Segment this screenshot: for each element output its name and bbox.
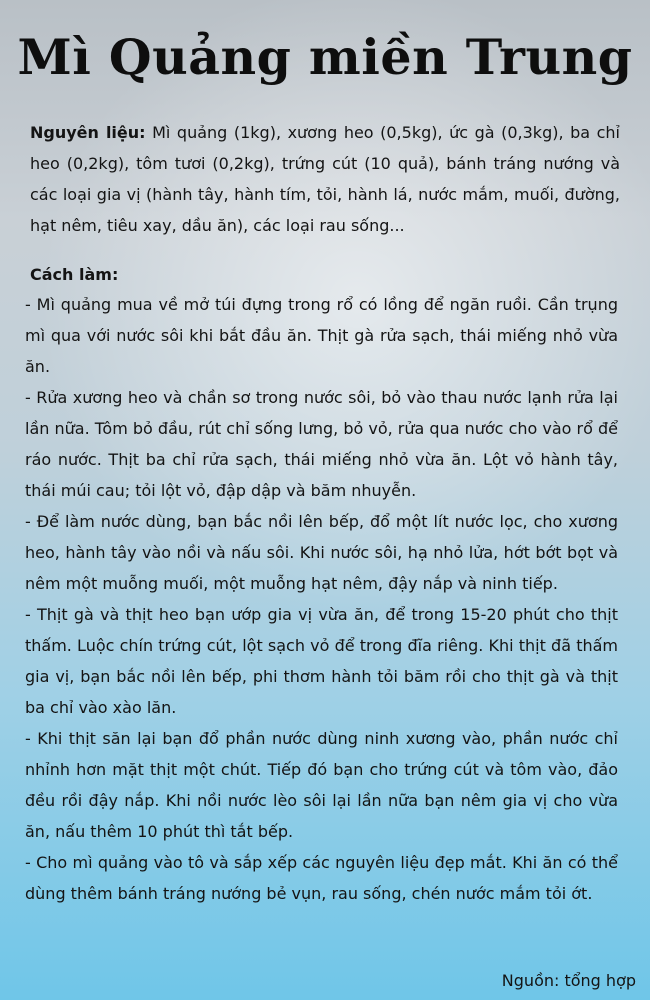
step-5: - Khi thịt săn lại bạn đổ phần nước dùng ninh xương vào, phần nước chỉ nhỉnh hơn mặt thịt một chút. Tiếp đó bạn cho trứng cút và tôm vào, đảo đều rồi đậy nắp. Khi nồi nước lèo sôi lại lần nữa bạn nêm gia vị cho vừa ăn, nấu thêm 10 phút thì tắt bếp. [25, 729, 618, 841]
method-heading: Cách làm: [30, 265, 119, 284]
ingredients-text: Mì quảng (1kg), xương heo (0,5kg), ức gà (0,3kg), ba chỉ heo (0,2kg), tôm tươi (0,2kg), trứng cút (10 quả), bánh tráng nướng và các loại gia vị (hành tây, hành tím, tỏi, hành lá, nước mắm, muối, đường, hạt nêm, tiêu xay, dầu ăn), các loại rau sống... [30, 123, 620, 235]
page-title: Mì Quảng miền Trung [17, 28, 633, 86]
step-6: - Cho mì quảng vào tô và sắp xếp các nguyên liệu đẹp mắt. Khi ăn có thể dùng thêm bánh tráng nướng bẻ vụn, rau sống, chén nước mắm tỏi ớt. [25, 853, 618, 903]
ingredients-paragraph [30, 117, 620, 241]
method-steps [25, 289, 618, 909]
step-1: - Mì quảng mua về mở túi đựng trong rổ có lồng để ngăn ruồi. Cần trụng mì qua với nước sôi khi bắt đầu ăn. Thịt gà rửa sạch, thái miếng nhỏ vừa ăn. [25, 295, 618, 376]
step-3: - Để làm nước dùng, bạn bắc nồi lên bếp, đổ một lít nước lọc, cho xương heo, hành tây vào nồi và nấu sôi. Khi nước sôi, hạ nhỏ lửa, hớt bớt bọt và nêm một muỗng muối, một muỗng hạt nêm, đậy nắp và ninh tiếp. [25, 512, 618, 593]
ingredients-label: Nguyên liệu: [30, 123, 146, 142]
source-credit: Nguồn: tổng hợp [501, 971, 636, 990]
step-2: - Rửa xương heo và chần sơ trong nước sôi, bỏ vào thau nước lạnh rửa lại lần nữa. Tôm bỏ đầu, rút chỉ sống lưng, bỏ vỏ, rửa qua nước cho vào rổ để ráo nước. Thịt ba chỉ rửa sạch, thái miếng nhỏ vừa ăn. Lột vỏ hành tây, thái múi cau; tỏi lột vỏ, đập dập và băm nhuyễn. [25, 388, 618, 500]
step-4: - Thịt gà và thịt heo bạn ướp gia vị vừa ăn, để trong 15-20 phút cho thịt thấm. Luộc chín trứng cút, lột sạch vỏ để trong đĩa riêng. Khi thịt đã thấm gia vị, bạn bắc nồi lên bếp, phi thơm hành tỏi băm rồi cho thịt gà và thịt ba chỉ vào xào lăn. [25, 605, 618, 717]
